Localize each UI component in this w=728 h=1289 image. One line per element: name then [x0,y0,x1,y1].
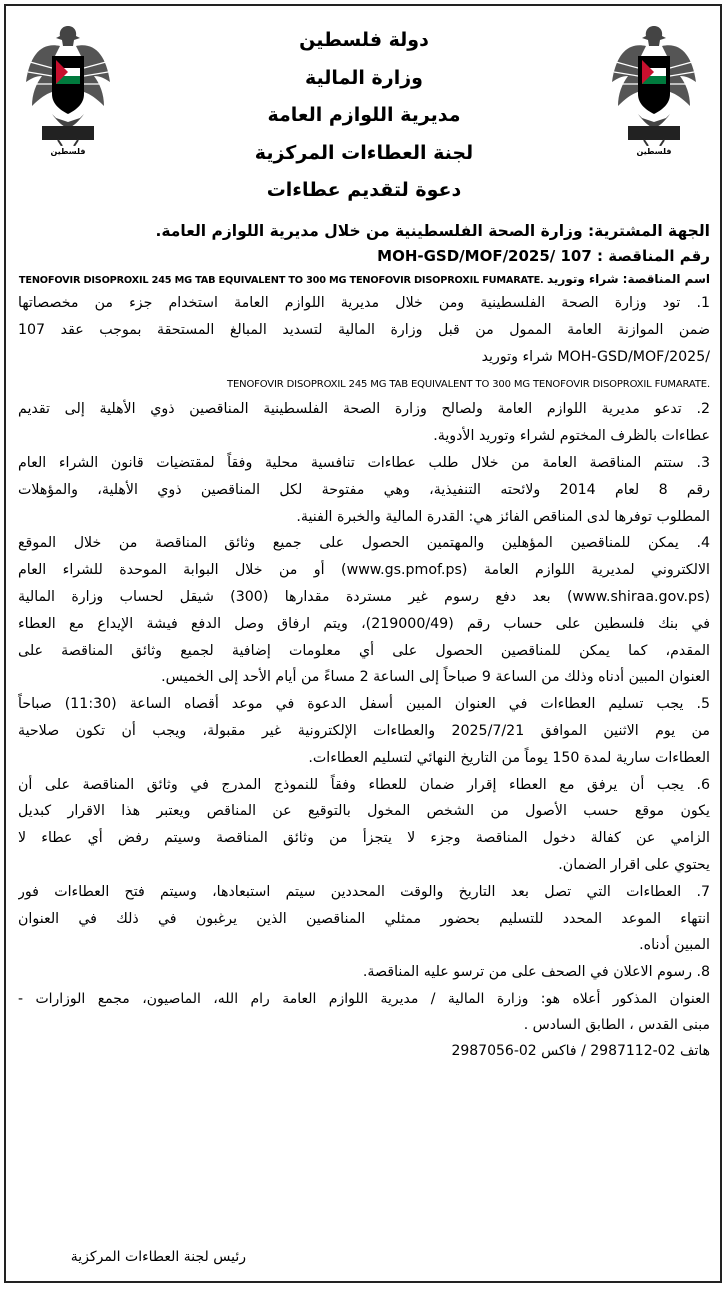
clause-line: يكون موقع حسب الأصول من الشخص المخول بالتوقيع عن المناقص ويعتبر هذا الاقرار كبديل [18,803,710,820]
clause-line: من يوم الاثنين الموافق 2025/7/21 والعطاءات الإلكترونية غير مقبولة، ويجب أن تكون صلاحية [18,722,710,739]
palestine-emblem-left [22,22,114,162]
signature-title: رئيس لجنة العطاءات المركزية [70,1249,246,1265]
tender-number: MOH-GSD/MOF/2025/ 107 [377,247,592,265]
clause-2 [18,396,710,450]
clause-line: العطاءات سارية لمدة 150 يوماً من التاريخ النهائي لتسليم العطاءات. [308,749,710,766]
clause-line: المبين أدناه. [639,937,710,954]
emblem-caption: فلسطين [636,147,672,156]
clause-1-english: TENOFOVIR DISOPROXIL 245 MG TAB EQUIVALENT TO 300 MG TENOFOVIR DISOPROXIL FUMARATE. [226,379,710,391]
clause-line: العنوان المبين أدناه وذلك من الساعة 9 صباحاً إلى الساعة 2 مساءً من أيام الأحد إلى الخميس. [161,669,710,686]
notice-title: دعوة لتقديم عطاءات [266,179,462,201]
clause-line: (www.shiraa.gov.ps) بعد دفع رسوم غير مستردة مقدارها (300) شيقل لحساب وزارة المالية [18,588,710,605]
clause-line: رقم 8 لعام 2014 ولائحته التنفيذية، وهي مفتوحة لكل المناقصين ذوي الأهلية، والمؤهلات [18,481,710,498]
clause-line: 3. ستتم المناقصة العامة من خلال طلب عطاءات تنافسية محلية وفقاً لمقتضيات قانون الشراء العام [18,454,710,471]
clause-line: عطاءات بالظرف المختوم لشراء وتوريد الأدوية. [433,428,710,445]
clause-line: 2. تدعو مديرية اللوازم العامة ولصالح وزارة الصحة الفلسطينية المناقصين ذوي الأهلية إلى تقديم [18,401,710,418]
phone-fax: هاتف 02-2987112 / فاكس 02-2987056 [451,1042,710,1059]
tender-number-line [18,244,710,268]
clause-line: انتهاء الموعد المحدد للتسليم بحضور ممثلي المناقصين الذين يرغبون في ذلك في العنوان [18,910,710,927]
tender-name-line [18,268,710,290]
clause-line: 8. رسوم الاعلان في الصحف على من ترسو عليه المناقصة. [362,964,710,981]
clause-6 [18,772,710,879]
clause-5 [18,691,710,771]
tender-name-label: اسم المناقصة: شراء وتوريد [546,272,710,286]
clause-line: 7. العطاءات التي تصل بعد التاريخ والوقت المحددين سيتم استبعادها، وسيتم فتح العطاءات فور [18,883,710,900]
clause-line: ضمن الموازنة العامة الممول من قبل وزارة المالية لتسديد المبالغ المستحقة بموجب عقد 107 [18,321,710,338]
committee-name: لجنة العطاءات المركزية [254,141,474,164]
address-block [18,986,710,1064]
address-line: مبنى القدس ، الطابق السادس . [523,1016,710,1033]
clause-line: /MOH-GSD/MOF/2025 شراء وتوريد [481,348,710,365]
clause-line: الالكتروني لمديرية اللوازم العامة (www.gs.pmof.ps) أو من خلال البوابة الموحدة للشراء العام [18,562,710,579]
clause-1 [18,290,710,370]
emblem-caption: فلسطين [50,147,86,156]
clause-line: المطلوب توفرها لدى المناقص الفائز هي: القدرة المالية والخبرة الفنية. [296,508,710,525]
clause-7 [18,879,710,959]
tender-number-label: رقم المناقصة : [597,247,710,265]
clause-line: في بنك فلسطين على حساب رقم (219000/49)، ويتم ارفاق وصل الدفع فيشة الإيداع مع العطاء [18,615,710,632]
letterhead [150,22,578,210]
address-line: العنوان المذكور أعلاه هو: وزارة المالية / مديرية اللوازم العامة رام الله، الماصيون، مجمع الوزارات - [18,990,710,1007]
eagle-emblem-icon [22,22,114,146]
clause-line: المقدم، كما يمكن للمناقصين الحصول على أي معلومات إضافية لجميع وثائق المناقصة على [18,642,710,659]
eagle-emblem-icon [608,22,700,146]
clause-3 [18,450,710,530]
tender-name: TENOFOVIR DISOPROXIL 245 MG TAB EQUIVALENT TO 300 MG TENOFOVIR DISOPROXIL FUMARATE. [18,275,544,286]
purchaser-line: الجهة المشترية: وزارة الصحة الفلسطينية من خلال مديرية اللوازم العامة. [155,222,710,240]
ministry-name: وزارة المالية [305,66,423,89]
clause-line: الزامي عن كفالة دخول المناقصة وجزء لا يتجزأ من وثائق المناقصة وسيتم رفض أي عطاء لا [18,830,710,847]
clause-8 [18,959,710,986]
clause-line: 5. يجب تسليم العطاءات في العنوان المبين أسفل الدعوة في موعد أقصاه الساعة (11:30) صباحاً [18,696,710,713]
clause-line: 1. تود وزارة الصحة الفلسطينية ومن خلال مديرية اللوازم العامة استخدام جزء من مخصصاتها [18,295,710,311]
clause-4 [18,530,710,691]
clause-line: 4. يمكن للمناقصين المؤهلين والمهتمين الحصول على جميع وثائق المناقصة من خلال الموقع [18,535,710,552]
clause-line: 6. يجب أن يرفق مع العطاء إقرار ضمان للعطاء وفقاً للنموذج المدرج في وثائق المناقصة على أن [18,776,710,793]
notice-body [18,218,710,1064]
palestine-emblem-right [608,22,700,162]
directorate-name: مديرية اللوازم العامة [267,104,461,126]
clause-line: يحتوي على اقرار الضمان. [558,856,710,873]
state-name: دولة فلسطين [299,29,429,51]
